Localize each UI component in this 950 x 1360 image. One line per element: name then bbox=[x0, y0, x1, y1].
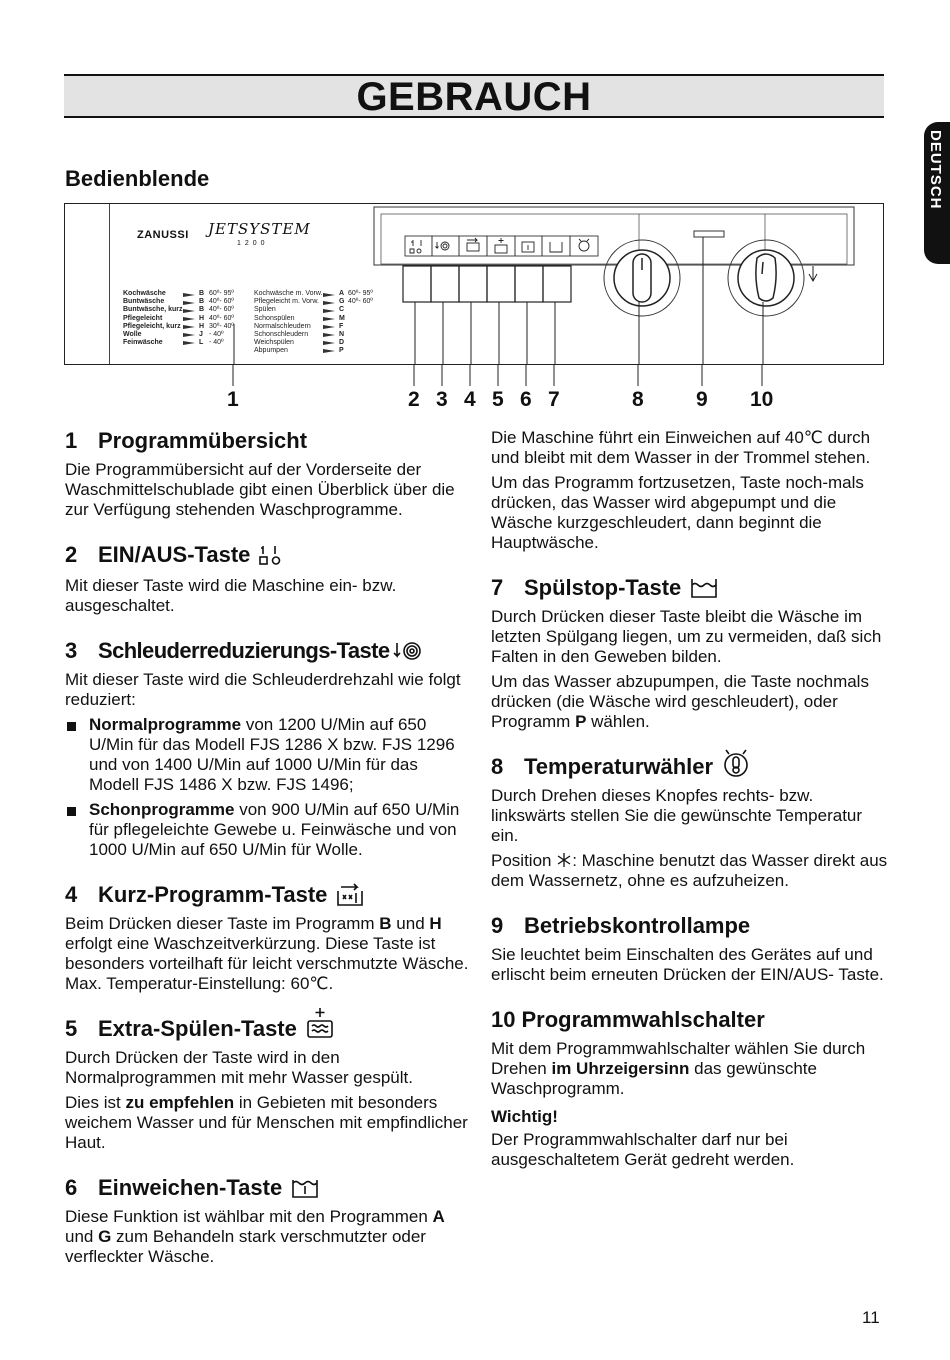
spin-reduction-icon bbox=[393, 640, 423, 662]
program-row: Wolle J - 40º bbox=[123, 331, 224, 339]
callout-number: 5 bbox=[492, 388, 504, 411]
program-row: Pflegeleicht H 40º- 60º bbox=[123, 314, 234, 322]
model-label: 1200 bbox=[237, 240, 269, 247]
program-row: Feinwäsche L - 40º bbox=[123, 339, 224, 347]
callout-number: 4 bbox=[464, 388, 476, 411]
paragraph: Position : Maschine benutzt das Wasser direkt aus dem Wassernetz, ohne es aufzuheizen. bbox=[491, 851, 888, 890]
program-row: Weichspülen D bbox=[254, 339, 345, 347]
section-heading: 1 Programmübersicht bbox=[65, 428, 308, 453]
cold-water-icon bbox=[556, 852, 572, 868]
paragraph: Um das Wasser abzupumpen, die Taste nochmals drücken (die Wäsche wird geschleudert), oder Programm P wählen. bbox=[491, 672, 869, 731]
callout-number: 7 bbox=[548, 388, 560, 411]
section-heading: 10 Programmwahlschalter bbox=[491, 1007, 765, 1032]
bullet-list bbox=[65, 715, 470, 860]
page-number: 11 bbox=[862, 1308, 880, 1327]
paragraph: Diese Funktion ist wählbar mit den Programmen A und G zum Behandeln stark verschmutzter oder verfleckter Wäsche. bbox=[65, 1207, 445, 1266]
paragraph: Die Maschine führt ein Einweichen auf 40℃ durch und bleibt mit dem Wasser in der Trommel stehen. bbox=[491, 428, 871, 467]
callout-leaders bbox=[0, 364, 950, 388]
paragraph: Mit dieser Taste wird die Schleuderdrehzahl wie folgt reduziert: bbox=[65, 670, 461, 709]
paragraph: Sie leuchtet beim Einschalten des Gerätes auf und erlischt beim erneuten Drücken der EIN/AUS- Taste. bbox=[491, 945, 884, 984]
section-heading: 7 Spülstop-Taste bbox=[491, 575, 891, 601]
section-heading: 3 Schleuderreduzierungs-Taste bbox=[65, 638, 470, 664]
program-row: Schonspülen M bbox=[254, 314, 345, 322]
program-row: Buntwäsche, kurz B 40º- 60º bbox=[123, 306, 234, 314]
callout-number: 10 bbox=[750, 388, 774, 411]
section-heading: 6 Einweichen-Taste bbox=[65, 1175, 470, 1201]
program-row: Kochwäsche m. Vorw. A 60º- 95º bbox=[254, 290, 373, 297]
paragraph: Durch Drehen dieses Knopfes rechts- bzw. linkswärts stellen Sie die gewünschte Temperatur ein. bbox=[491, 786, 863, 845]
extra-rinse-icon bbox=[305, 1007, 337, 1041]
language-tab bbox=[924, 122, 950, 264]
paragraph: Die Programmübersicht auf der Vorderseite der Waschmittelschublade gibt einen Überblick über die zur Verfügung stehenden Waschprogramme. bbox=[65, 460, 455, 519]
section-heading: 5 Extra-Spülen-Taste bbox=[65, 1016, 470, 1042]
rinse-hold-icon bbox=[689, 576, 719, 600]
page-title: GEBRAUCH bbox=[64, 74, 884, 118]
right-column bbox=[491, 428, 891, 1170]
list-item: Schonprogramme von 900 U/Min auf 650 U/Min für pflegeleichte Gewebe u. Feinwäsche und von 1000 U/Min auf 650 U/Min für Wolle. bbox=[65, 800, 470, 860]
paragraph: Mit dieser Taste wird die Maschine ein- bzw. ausgeschaltet. bbox=[65, 576, 397, 615]
list-item: Normalprogramme von 1200 U/Min auf 650 U/Min für das Modell FJS 1286 X bzw. FJS 1296 und von 1400 U/Min auf 1000 U/Min für das Modell FJS 1486 X bzw. FJS 1496; bbox=[65, 715, 470, 795]
system-logo: JETSYSTEM bbox=[208, 220, 311, 238]
callout-number: 9 bbox=[696, 388, 708, 411]
section-title: Bedienblende bbox=[65, 166, 210, 191]
program-row: Spülen C bbox=[254, 306, 345, 314]
program-row: Pflegeleicht, kurz H 30º- 40º bbox=[123, 322, 234, 330]
section-heading: 2 EIN/AUS-Taste bbox=[65, 542, 470, 568]
short-program-icon bbox=[335, 883, 365, 907]
section-heading: 9 Betriebskontrollampe bbox=[491, 913, 751, 938]
program-row: Buntwäsche B 40º- 60º bbox=[123, 298, 234, 306]
program-row: Normalschleudern F bbox=[254, 322, 344, 330]
callout-number: 6 bbox=[520, 388, 532, 411]
power-button-icon bbox=[258, 544, 282, 566]
section-heading: 4 Kurz-Programm-Taste bbox=[65, 882, 470, 908]
callout-number: 3 bbox=[436, 388, 448, 411]
program-row: Abpumpen P bbox=[254, 347, 344, 355]
paragraph: Durch Drücken dieser Taste bleibt die Wäsche im letzten Spülgang liegen, um zu vermeiden, daß sich Falten in den Geweben bilden. bbox=[491, 607, 882, 666]
language-tab-label: DEUTSCH bbox=[927, 130, 944, 210]
paragraph: Beim Drücken dieser Taste im Programm B und H erfolgt eine Waschzeitverkürzung. Diese Taste ist besonders vorteilhaft für leicht verschmutzte Wäsche. Max. Temperatur-Einstellung: 60℃. bbox=[65, 914, 469, 993]
brand-logo: ZANUSSI bbox=[137, 229, 189, 241]
paragraph: Mit dem Programmwahlschalter wählen Sie durch Drehen im Uhrzeigersinn das gewünschte Waschprogramm. bbox=[491, 1039, 866, 1098]
control-panel-illustration bbox=[64, 203, 884, 365]
left-column bbox=[65, 428, 470, 1267]
program-row: Schonschleudern N bbox=[254, 331, 345, 339]
soak-icon bbox=[290, 1176, 320, 1200]
paragraph: Der Programmwahlschalter darf nur bei ausgeschaltetem Gerät gedreht werden. bbox=[491, 1130, 795, 1169]
callout-number: 1 bbox=[227, 388, 239, 411]
paragraph: Um das Programm fortzusetzen, Taste noch-mals drücken, das Wasser wird abgepumpt und die Wäsche kurzgeschleudert, dann beginnt die Hauptwäsche. bbox=[491, 473, 864, 552]
paragraph: Durch Drücken der Taste wird in den Normalprogrammen mit mehr Wasser gespült. bbox=[65, 1048, 413, 1087]
section-heading: 8 Temperaturwähler bbox=[491, 754, 891, 780]
paragraph: Dies ist zu empfehlen in Gebieten mit besonders weichem Wasser und für Menschen mit empfindlicher Haut. bbox=[65, 1093, 468, 1152]
program-row: Kochwäsche B 60º- 95º bbox=[123, 290, 234, 297]
callout-number: 2 bbox=[408, 388, 420, 411]
panel-drawing bbox=[65, 204, 883, 364]
callout-number: 8 bbox=[632, 388, 644, 411]
temperature-icon bbox=[721, 749, 751, 779]
program-row: Pflegeleicht m. Vorw. G 40º- 60º bbox=[254, 298, 373, 306]
warning-label: Wichtig! bbox=[491, 1107, 558, 1126]
